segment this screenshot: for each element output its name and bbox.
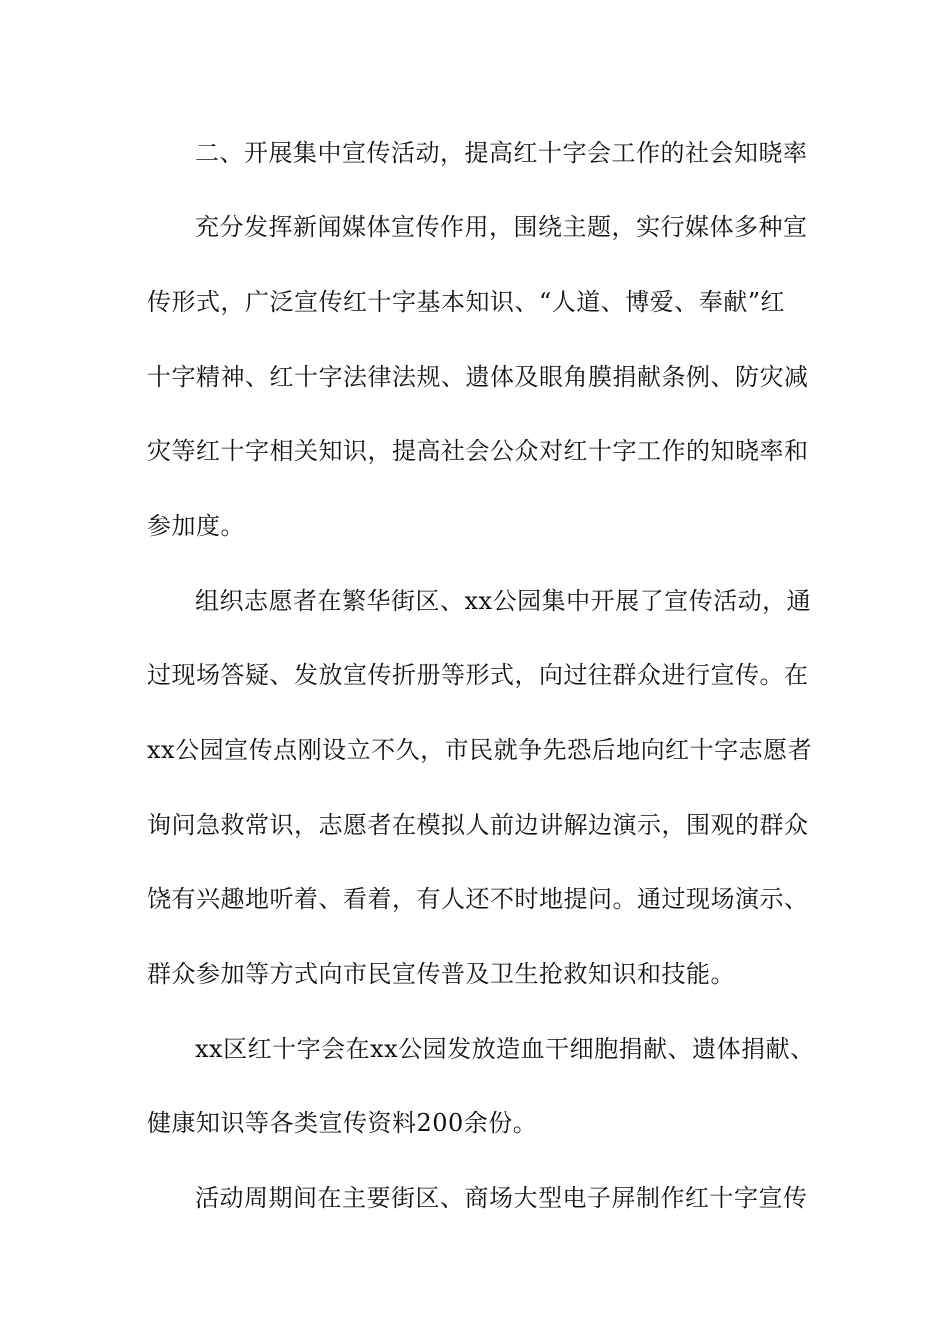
paragraph-line: 参加度。 — [147, 512, 245, 540]
paragraph-line: 群众参加等方式向市民宣传普及卫生抢救知识和技能。 — [147, 960, 735, 988]
paragraph-line: 健康知识等各类宣传资料200余份。 — [147, 1109, 538, 1137]
paragraph-line: 灾等红十字相关知识，提高社会公众对红十字工作的知晓率和 — [147, 437, 809, 465]
paragraph-line: 饶有兴趣地听着、看着，有人还不时地提问。通过现场演示、 — [147, 885, 809, 913]
paragraph-line: xx区红十字会在xx公园发放造血干细胞捐献、遗体捐献、 — [195, 1035, 815, 1063]
section-heading: 二、开展集中宣传活动，提高红十字会工作的社会知晓率 — [195, 139, 808, 167]
paragraph-line: 询问急救常识，志愿者在模拟人前边讲解边演示，围观的群众 — [147, 811, 809, 839]
paragraph-line: 十字精神、红十字法律法规、遗体及眼角膜捐献条例、防灾减 — [147, 363, 809, 391]
paragraph-line: 活动周期间在主要街区、商场大型电子屏制作红十字宣传 — [195, 1184, 808, 1212]
paragraph-line: 组织志愿者在繁华街区、xx公园集中开展了宣传活动，通 — [195, 587, 812, 615]
paragraph-line: 过现场答疑、发放宣传折册等形式，向过往群众进行宣传。在 — [147, 661, 809, 689]
paragraph-line: 充分发挥新闻媒体宣传作用，围绕主题，实行媒体多种宣 — [195, 213, 808, 241]
paragraph-line: xx公园宣传点刚设立不久，市民就争先恐后地向红十字志愿者 — [147, 736, 813, 764]
paragraph-line: 传形式，广泛宣传红十字基本知识、“人道、博爱、奉献”红 — [147, 288, 786, 316]
